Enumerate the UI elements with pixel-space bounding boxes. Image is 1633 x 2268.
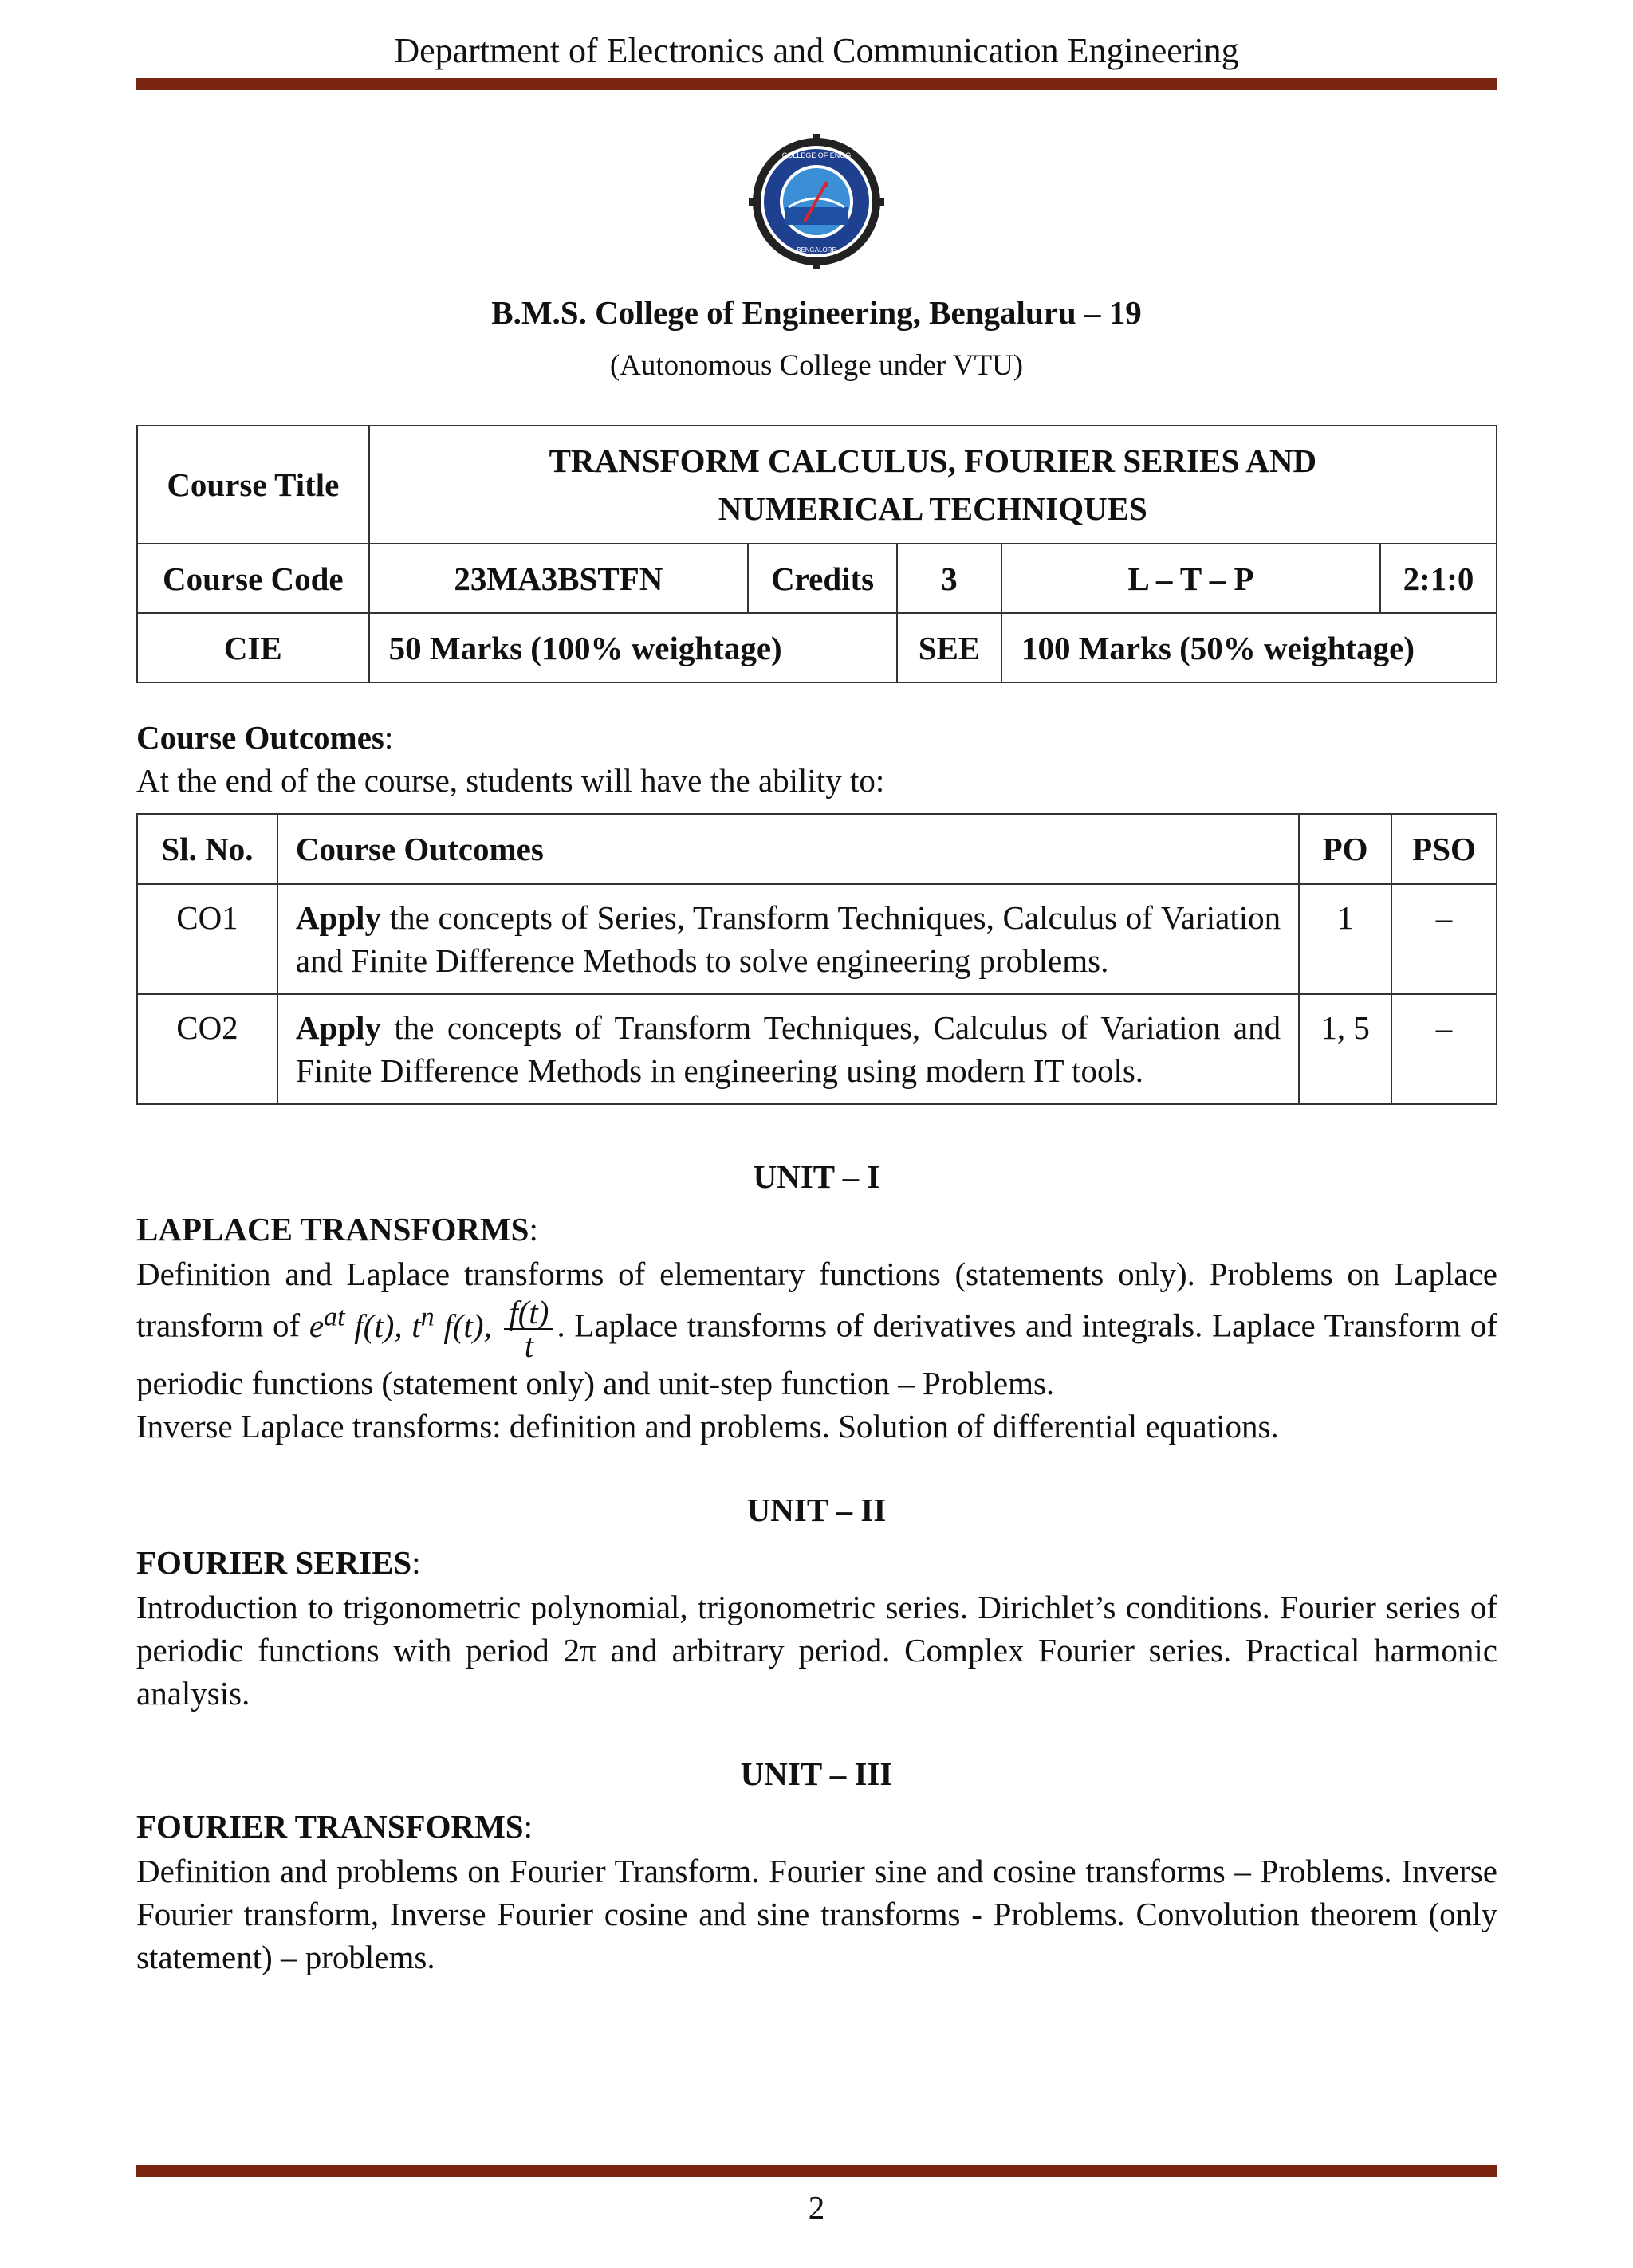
col-header-pso: PSO bbox=[1391, 814, 1497, 884]
see-label: SEE bbox=[897, 613, 1001, 682]
unit-2-heading: UNIT – II bbox=[746, 1492, 887, 1528]
credits-value: 3 bbox=[897, 544, 1001, 613]
table-row bbox=[137, 884, 1497, 994]
course-outcomes-table bbox=[136, 813, 1497, 1105]
course-code-row bbox=[137, 544, 1497, 613]
co-sl: CO1 bbox=[137, 884, 277, 994]
svg-text:COLLEGE OF ENGG: COLLEGE OF ENGG bbox=[781, 151, 852, 159]
course-code-value: 23MA3BSTFN bbox=[369, 544, 749, 613]
college-name: B.M.S. College of Engineering, Bengaluru – 19 bbox=[491, 294, 1142, 331]
unit-1-heading: UNIT – I bbox=[753, 1158, 880, 1195]
course-title-value bbox=[369, 426, 1497, 544]
unit-3-title: FOURIER TRANSFORMS: bbox=[136, 1808, 533, 1845]
svg-text:BENGALORE: BENGALORE bbox=[797, 246, 836, 254]
credits-label: Credits bbox=[748, 544, 897, 613]
college-subtitle: (Autonomous College under VTU) bbox=[609, 349, 1024, 382]
fraction-f-of-t-over-t: $\frac{f(t)}{t}$ bbox=[504, 1296, 553, 1362]
course-code-label: Course Code bbox=[137, 544, 369, 613]
unit-3-body: Definition and problems on Fourier Transform. Fourier sine and cosine transforms – Problems. Inverse Fourier transform, Inverse Fourier cosine and sine transforms - Problems. Convolution theorem (only statement) – problems. bbox=[136, 1853, 1497, 1975]
course-title-label: Course Title bbox=[137, 426, 369, 544]
bottom-rule bbox=[136, 2165, 1497, 2177]
table-row bbox=[137, 994, 1497, 1104]
col-header-outcomes: Course Outcomes bbox=[277, 814, 1299, 884]
unit-2-title: FOURIER SERIES: bbox=[136, 1544, 421, 1581]
course-title-row bbox=[137, 426, 1497, 544]
course-outcomes-heading: Course Outcomes: bbox=[136, 719, 394, 756]
unit-3-heading: UNIT – III bbox=[740, 1755, 893, 1792]
course-info-table bbox=[136, 425, 1497, 683]
top-rule bbox=[136, 78, 1497, 90]
page-number: 2 bbox=[808, 2189, 825, 2226]
department-header: Department of Electronics and Communication Engineering bbox=[394, 31, 1239, 70]
col-header-sl: Sl. No. bbox=[137, 814, 277, 884]
co-sl: CO2 bbox=[137, 994, 277, 1104]
co-table-header bbox=[137, 814, 1497, 884]
co-description: Apply the concepts of Series, Transform Techniques, Calculus of Variation and Finite Difference Methods to solve engineering problems. bbox=[277, 884, 1299, 994]
unit-1-title: LAPLACE TRANSFORMS: bbox=[136, 1211, 538, 1248]
ltp-value: 2:1:0 bbox=[1380, 544, 1497, 613]
cie-see-row bbox=[137, 613, 1497, 682]
co-po: 1, 5 bbox=[1299, 994, 1391, 1104]
ltp-label: L – T – P bbox=[1001, 544, 1380, 613]
co-pso: – bbox=[1391, 994, 1497, 1104]
unit-1-body: Definition and Laplace transforms of elementary functions (statements only). Problems on Laplace transform of $e^{at}$ f(t), $t^n$ f(t), $\frac{f(t)}{t}$ . Laplace transforms of derivatives and integrals. Laplace Transform of periodic functions (statement only) and unit-step function – Problems. Inverse Laplace transforms: definition and problems. Solution of differential equations. bbox=[136, 1256, 1498, 1445]
co-description: Apply the concepts of Transform Techniques, Calculus of Variation and Finite Difference Methods in engineering using modern IT tools. bbox=[277, 994, 1299, 1104]
unit-2-body: Introduction to trigonometric polynomial, trigonometric series. Dirichlet’s conditions. Fourier series of periodic functions with period 2π and arbitrary period. Complex Fourier series. Practical harmonic analysis. bbox=[136, 1589, 1497, 1712]
course-title-line-2: NUMERICAL TECHNIQUES bbox=[718, 490, 1147, 527]
cie-value: 50 Marks (100% weightage) bbox=[369, 613, 897, 682]
co-po: 1 bbox=[1299, 884, 1391, 994]
col-header-po: PO bbox=[1299, 814, 1391, 884]
cie-label: CIE bbox=[137, 613, 369, 682]
see-value: 100 Marks (50% weightage) bbox=[1001, 613, 1497, 682]
college-seal-icon bbox=[749, 134, 884, 269]
course-title-line-1: TRANSFORM CALCULUS, FOURIER SERIES AND bbox=[549, 442, 1317, 479]
co-pso: – bbox=[1391, 884, 1497, 994]
course-outcomes-intro: At the end of the course, students will have the ability to: bbox=[136, 762, 885, 799]
